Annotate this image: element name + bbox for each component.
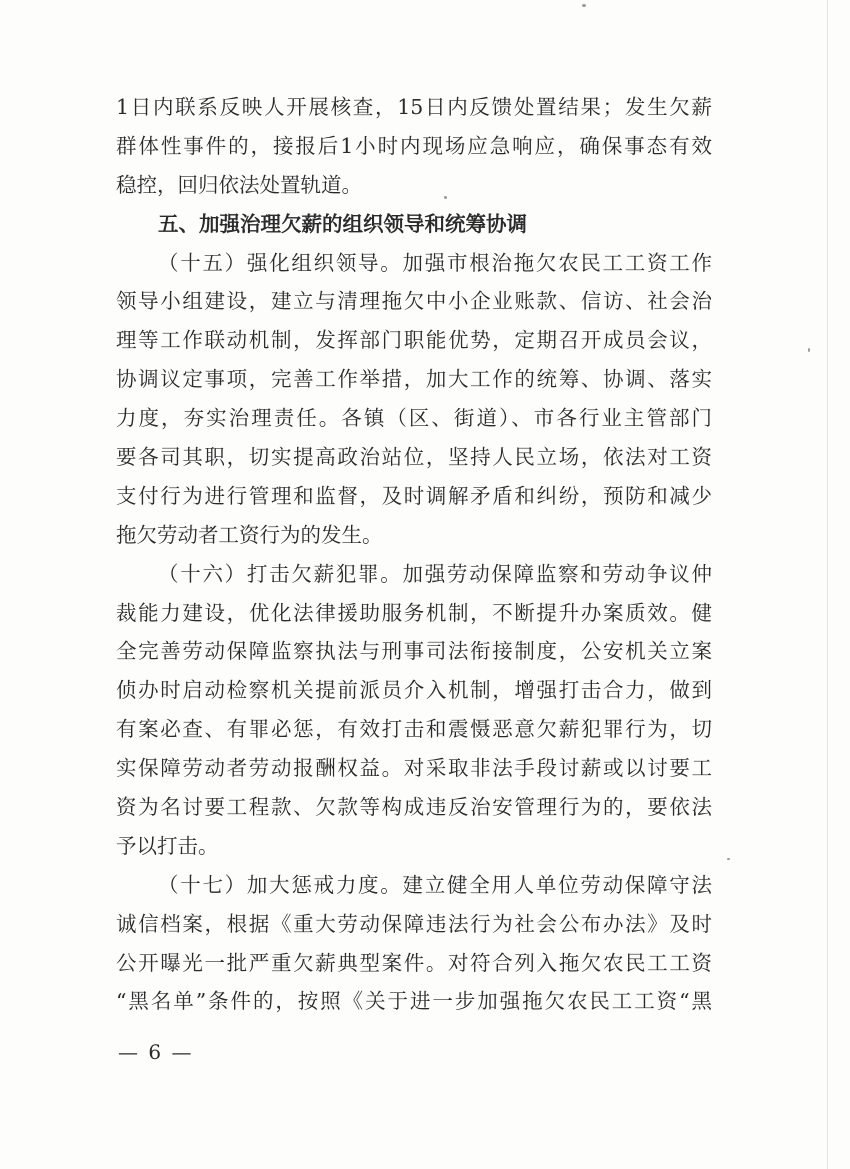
- page-number: — 6 —: [118, 1040, 194, 1064]
- text-line: 力度，夯实治理责任。各镇（区、街道）、市各行业主管部门: [116, 406, 712, 431]
- text-line: 群体性事件的，接报后1小时内现场应急响应，确保事态有效: [116, 133, 712, 158]
- text-line: 支付行为进行管理和监督，及时调解矛盾和纠纷，预防和减少: [116, 483, 712, 508]
- text-line: 领导小组建设，建立与清理拖欠中小企业账款、信访、社会治: [116, 289, 712, 314]
- paragraph-start-line: （十五）强化组织领导。加强市根治拖欠农民工工资工作: [158, 250, 712, 275]
- scan-speck: [727, 858, 730, 860]
- scan-speck: [808, 348, 810, 352]
- text-line: 资为名讨要工程款、欠款等构成违反治安管理行为的，要依法: [116, 795, 712, 820]
- scan-speck: [444, 196, 447, 199]
- scan-speck: [582, 4, 586, 7]
- text-line: 稳控，回归依法处置轨道。: [116, 172, 362, 197]
- text-line: 全完善劳动保障监察执法与刑事司法衔接制度，公安机关立案: [116, 639, 712, 664]
- page-edge-shadow: [827, 0, 828, 1169]
- text-line: 有案必查、有罪必惩，有效打击和震慑恶意欠薪犯罪行为，切: [116, 717, 712, 742]
- text-line: 予以打击。: [116, 833, 219, 858]
- text-line: “黑名单”条件的，按照《关于进一步加强拖欠农民工工资“黑: [116, 989, 712, 1014]
- paragraph-start-line: （十六）打击欠薪犯罪。加强劳动保障监察和劳动争议仲: [158, 561, 712, 586]
- text-line: 理等工作联动机制，发挥部门职能优势，定期召开成员会议，: [116, 328, 712, 353]
- paragraph-start-line: （十七）加大惩戒力度。建立健全用人单位劳动保障守法: [158, 872, 712, 897]
- text-line: 公开曝光一批严重欠薪典型案件。对符合列入拖欠农民工工资: [116, 950, 712, 975]
- text-line: 侦办时启动检察机关提前派员介入机制，增强打击合力，做到: [116, 678, 712, 703]
- text-line: 裁能力建设，优化法律援助服务机制，不断提升办案质效。健: [116, 600, 712, 625]
- text-line: 实保障劳动者劳动报酬权益。对采取非法手段讨薪或以讨要工: [116, 756, 712, 781]
- text-line: 拖欠劳动者工资行为的发生。: [116, 522, 383, 547]
- text-line: 1日内联系反映人开展核查，15日内反馈处置结果；发生欠薪: [116, 95, 712, 119]
- text-line: 协调议定事项，完善工作举措，加大工作的统筹、协调、落实: [116, 367, 712, 392]
- section-heading: 五、加强治理欠薪的组织领导和统筹协调: [158, 211, 527, 236]
- document-body: [116, 88, 712, 1021]
- text-line: 诚信档案，根据《重大劳动保障违法行为社会公布办法》及时: [116, 911, 712, 936]
- text-line: 要各司其职，切实提高政治站位，坚持人民立场，依法对工资: [116, 445, 712, 470]
